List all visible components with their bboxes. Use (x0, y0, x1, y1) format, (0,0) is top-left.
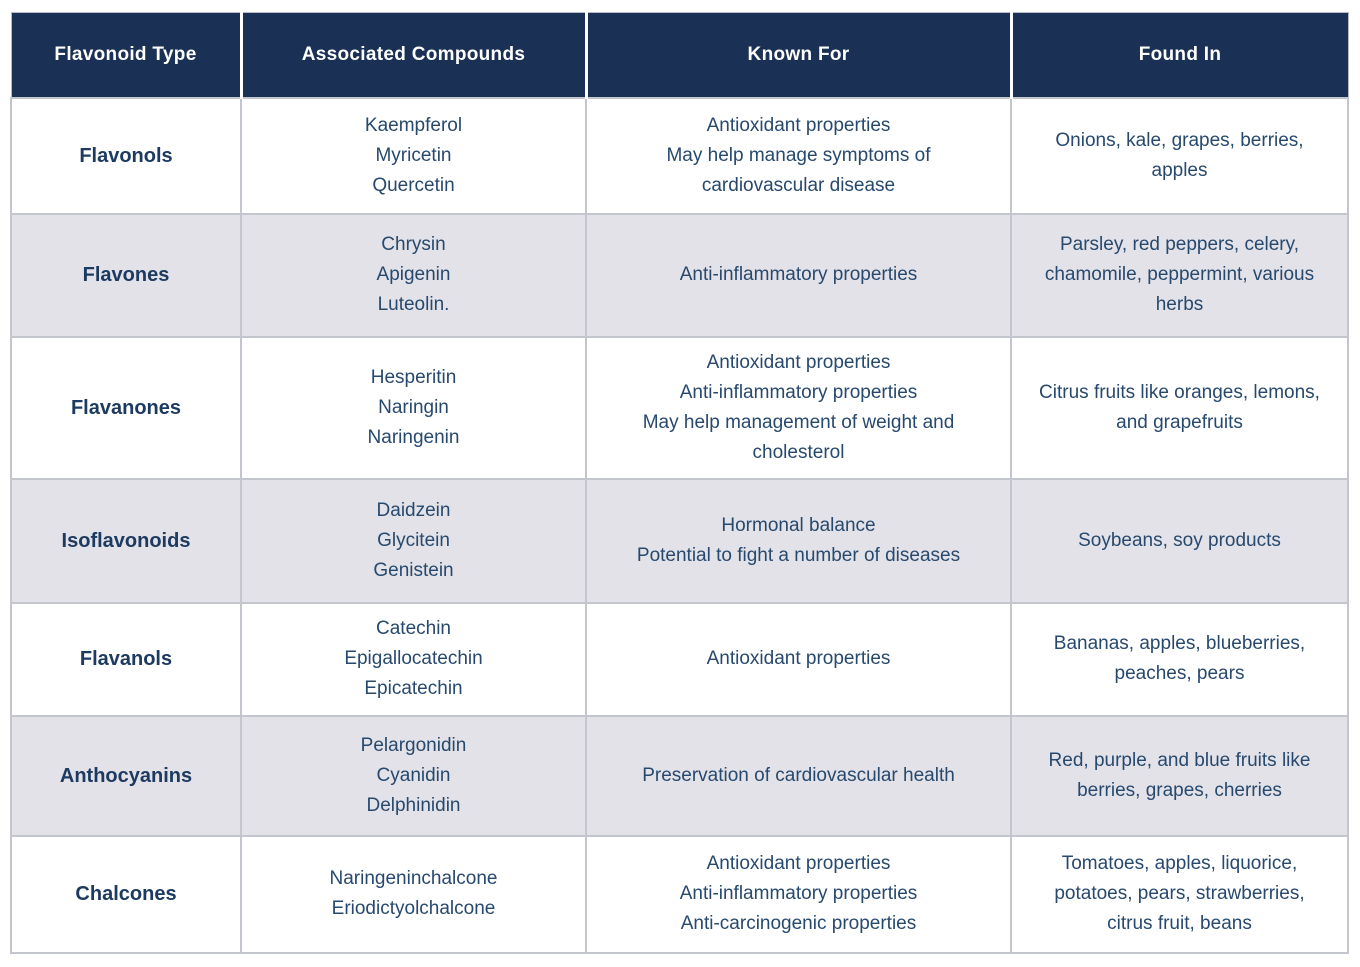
known-for-item: Antioxidant properties (706, 114, 891, 136)
known-for-cell (586, 98, 1011, 214)
known-for-item: Hormonal balance (721, 514, 876, 536)
table-row (11, 214, 1348, 337)
table-header (11, 13, 1348, 98)
associated-compounds-cell (241, 214, 586, 337)
found-in-cell (1011, 603, 1348, 716)
known-for-item: Anti-inflammatory properties (679, 264, 918, 285)
known-for-item: Antioxidant properties (706, 853, 891, 874)
compound-name: Kaempferol (364, 114, 463, 136)
column-header-flavonoid-type: Flavonoid Type (11, 13, 241, 98)
known-for-cell (586, 836, 1011, 953)
associated-compounds-cell (241, 836, 586, 953)
table-row (11, 337, 1348, 479)
known-for-item: Preservation of cardiovascular health (642, 764, 955, 786)
flavonoid-type-cell (11, 603, 241, 716)
compound-name: Chrysin (381, 234, 446, 255)
compound-name: Genistein (373, 559, 454, 581)
associated-compounds-cell (241, 603, 586, 716)
compound-name: Catechin (376, 618, 451, 639)
known-for-cell (586, 716, 1011, 836)
compound-name: Apigenin (376, 264, 451, 285)
flavonoid-type-label: Flavanones (70, 396, 182, 419)
flavonoid-type-cell (11, 836, 241, 953)
known-for-cell (586, 337, 1011, 479)
associated-compounds-cell (241, 479, 586, 603)
found-in-cell (1011, 836, 1348, 953)
known-for-item: May help manage symptoms of cardiovascular disease (666, 144, 931, 196)
compound-name: Eriodictyolchalcone (331, 898, 496, 919)
compound-name: Luteolin. (377, 294, 450, 315)
flavonoid-type-label: Isoflavonoids (61, 529, 191, 552)
known-for-item: May help management of weight and cholesterol (642, 411, 955, 463)
found-in-text: Red, purple, and blue fruits like berries, grapes, cherries (1048, 749, 1311, 801)
compound-name: Myricetin (375, 144, 452, 166)
flavonoid-type-label: Flavones (82, 264, 170, 286)
known-for-item: Potential to fight a number of diseases (636, 544, 961, 566)
flavonoid-type-cell (11, 479, 241, 603)
column-header-associated-compounds: Associated Compounds (241, 13, 586, 98)
found-in-cell (1011, 98, 1348, 214)
column-header-known-for: Known For (586, 13, 1011, 98)
known-for-item: Anti-inflammatory properties (679, 381, 918, 403)
found-in-text: Bananas, apples, blueberries, peaches, pears (1053, 633, 1306, 684)
known-for-item: Antioxidant properties (706, 351, 891, 373)
flavonoid-type-cell (11, 337, 241, 479)
table-body (11, 98, 1348, 953)
table-row (11, 716, 1348, 836)
flavonoid-type-cell (11, 98, 241, 214)
compound-name: Glycitein (377, 529, 450, 551)
found-in-text: Onions, kale, grapes, berries, apples (1055, 129, 1304, 181)
table-row (11, 603, 1348, 716)
found-in-text: Parsley, red peppers, celery, chamomile, peppermint, various herbs (1044, 234, 1315, 315)
known-for-cell (586, 603, 1011, 716)
flavonoid-type-label: Flavonols (79, 144, 173, 167)
compound-name: Naringeninchalcone (329, 868, 498, 889)
associated-compounds-cell (241, 716, 586, 836)
compound-name: Epicatechin (364, 678, 463, 699)
compound-name: Delphinidin (366, 794, 461, 816)
compound-name: Epigallocatechin (344, 648, 483, 669)
found-in-cell (1011, 214, 1348, 337)
flavonoid-type-label: Chalcones (75, 883, 177, 905)
found-in-text: Tomatoes, apples, liquorice, potatoes, pears, strawberries, citrus fruit, beans (1054, 853, 1305, 934)
associated-compounds-cell (241, 98, 586, 214)
flavonoid-type-cell (11, 214, 241, 337)
known-for-item: Antioxidant properties (706, 648, 891, 669)
compound-name: Quercetin (372, 174, 455, 196)
found-in-cell (1011, 479, 1348, 603)
compound-name: Daidzein (376, 499, 451, 521)
table-row (11, 98, 1348, 214)
compound-name: Naringin (378, 396, 449, 418)
found-in-text: Citrus fruits like oranges, lemons, and grapefruits (1039, 381, 1320, 433)
flavonoid-type-label: Flavanols (79, 648, 173, 670)
compound-name: Hesperitin (370, 366, 457, 388)
flavonoid-type-cell (11, 716, 241, 836)
compound-name: Pelargonidin (360, 734, 467, 756)
found-in-cell (1011, 716, 1348, 836)
found-in-text: Soybeans, soy products (1078, 529, 1281, 551)
found-in-cell (1011, 337, 1348, 479)
known-for-cell (586, 214, 1011, 337)
column-header-found-in: Found In (1011, 13, 1348, 98)
table-row (11, 479, 1348, 603)
flavonoid-table (10, 12, 1349, 954)
flavonoid-type-label: Anthocyanins (59, 764, 193, 787)
table-row (11, 836, 1348, 953)
header-row (11, 13, 1348, 98)
known-for-item: Anti-inflammatory properties (679, 883, 918, 904)
known-for-item: Anti-carcinogenic properties (680, 913, 917, 934)
known-for-cell (586, 479, 1011, 603)
associated-compounds-cell (241, 337, 586, 479)
compound-name: Naringenin (367, 426, 460, 448)
compound-name: Cyanidin (376, 764, 451, 786)
